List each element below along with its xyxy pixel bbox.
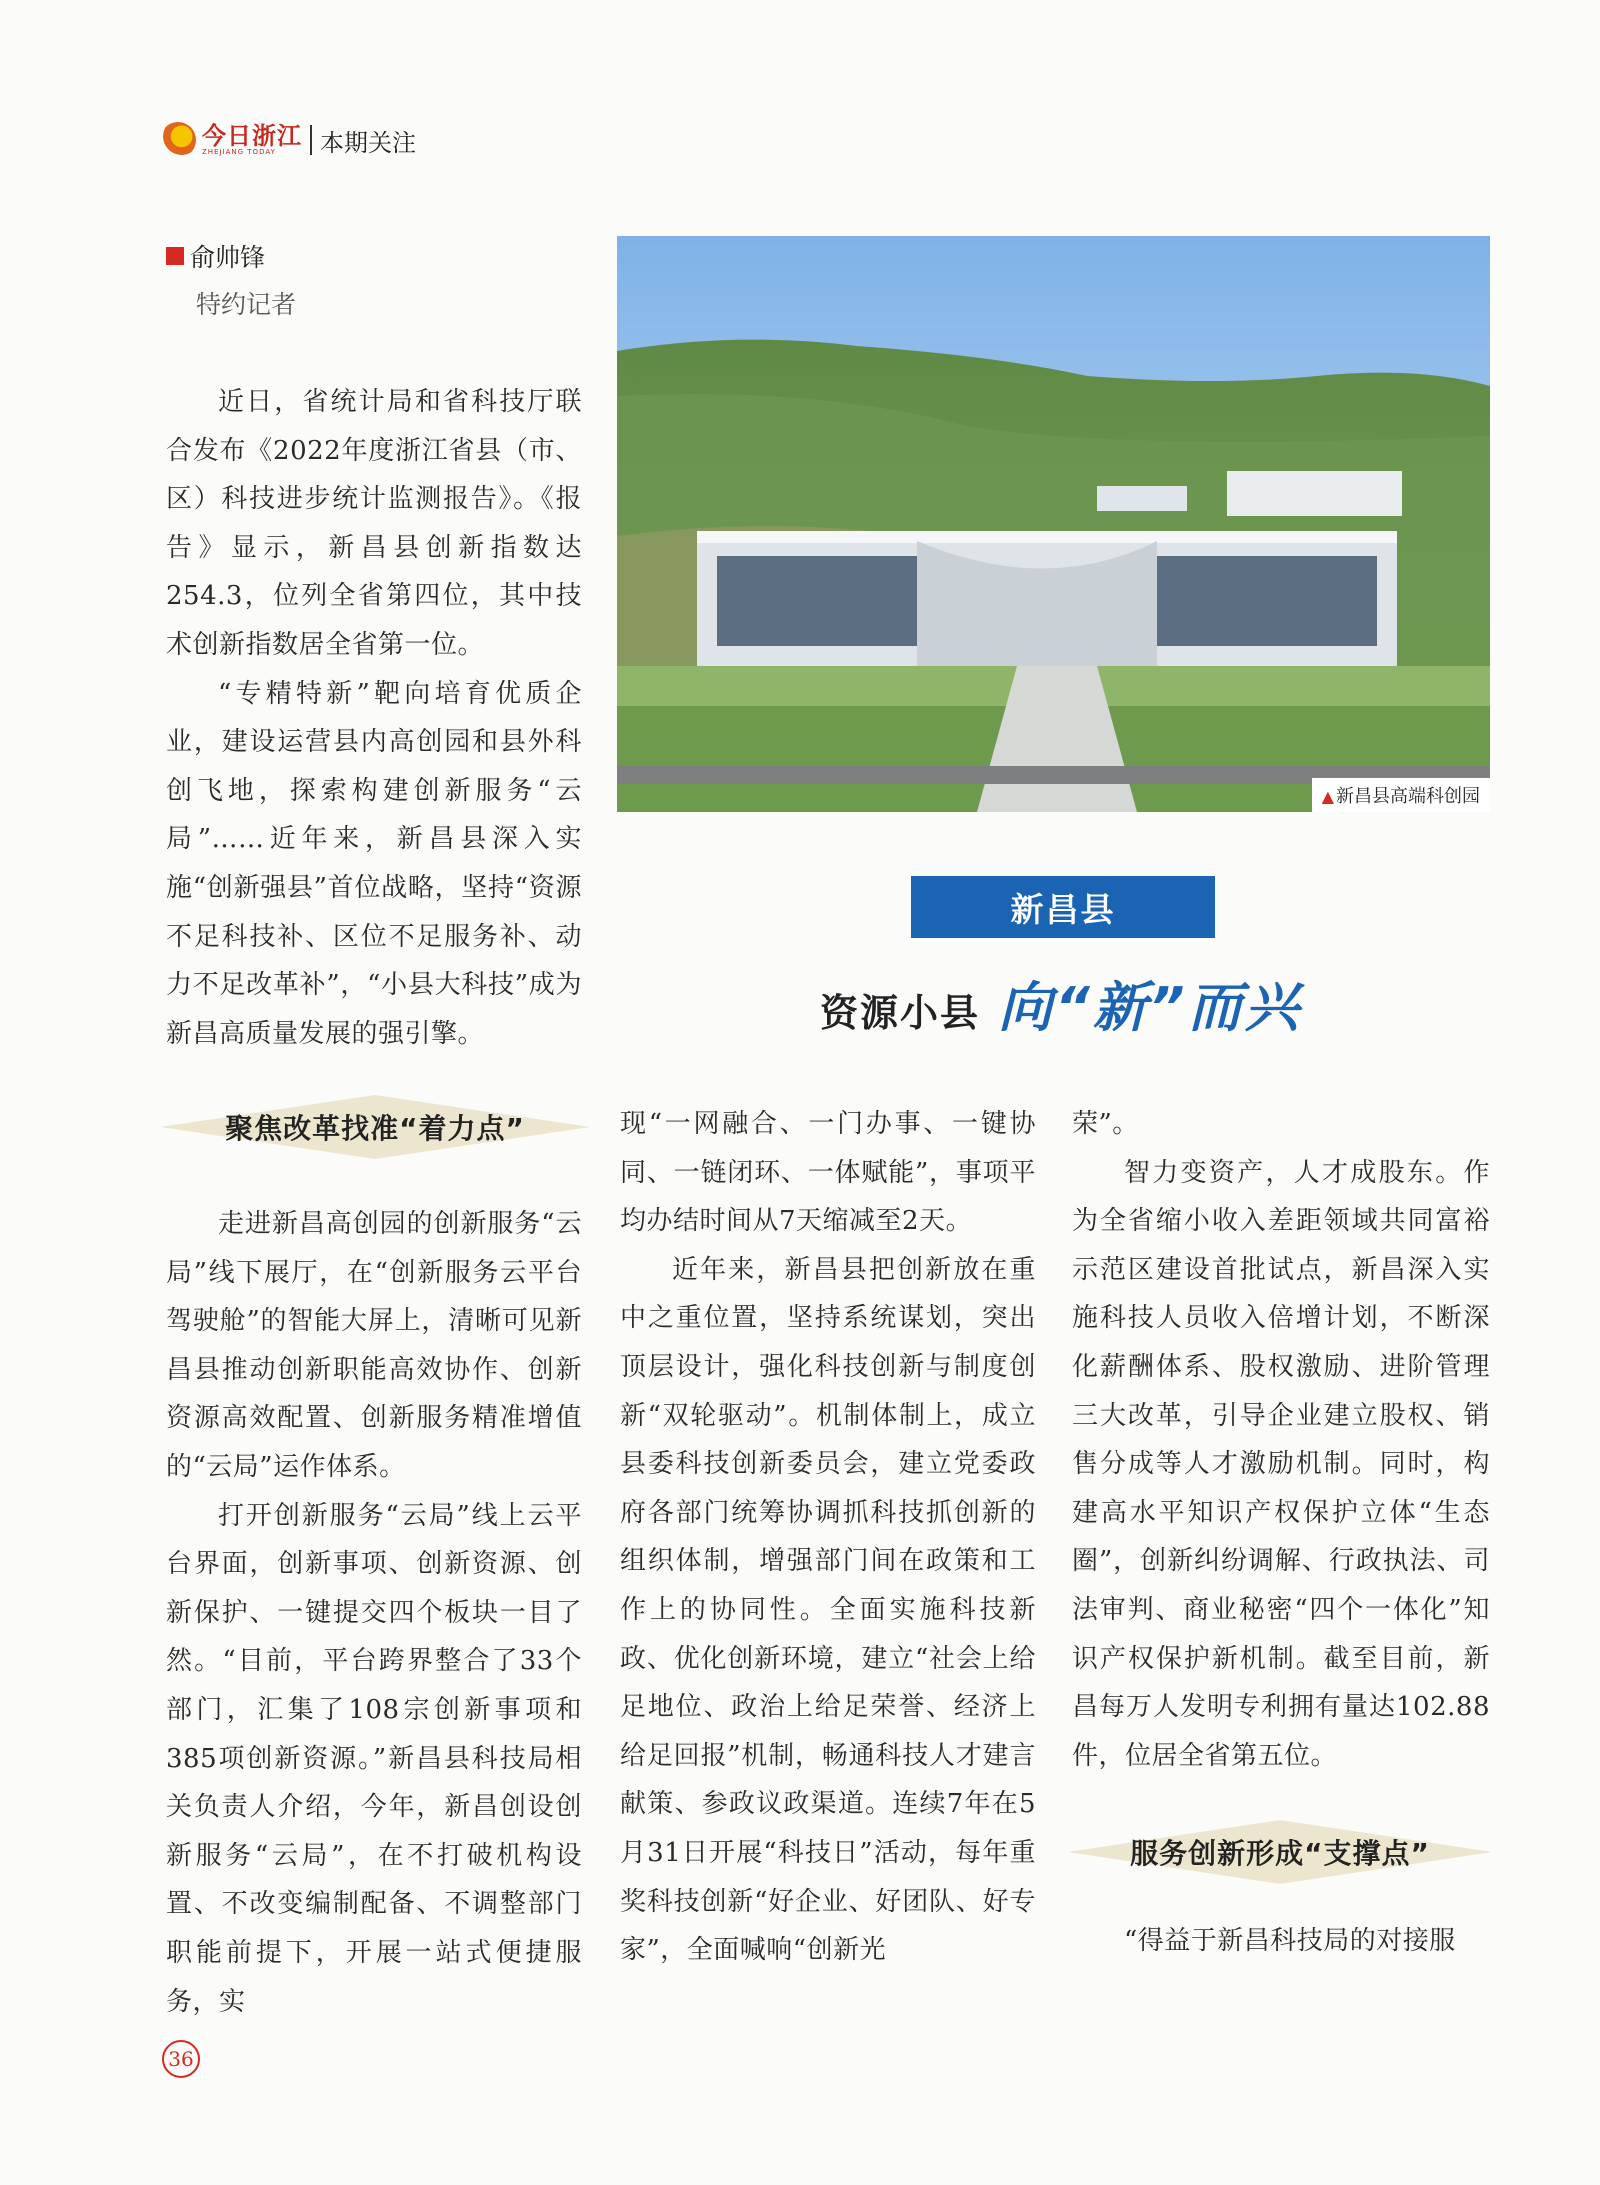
paragraph: 近日，省统计局和省科技厅联合发布《2022年度浙江省县（市、区）科技进步统计监测报告》。《报告》显示，新昌县创新指数达254.3，位列全省第四位，其中技术创新指数居全省第一位。 — [166, 387, 582, 660]
column-a — [166, 1200, 582, 2026]
paragraph: 现“一网融合、一门办事、一键协同、一链闭环、一体赋能”，事项平均办结时间从7天缩减至2天。 — [620, 1109, 1036, 1237]
page-number: 36 — [162, 2040, 200, 2078]
headline-prefix: 资源小县 — [820, 990, 981, 1035]
column-c-continued — [1072, 1917, 1490, 1966]
paragraph: “得益于新昌科技局的对接服 — [1124, 1926, 1456, 1956]
byline — [166, 238, 265, 274]
column-b — [620, 1100, 1036, 1975]
paragraph: “专精特新”靶向培育优质企业，建设运营县内高创园和县外科创飞地，探索构建创新服务“云局”……近年来，新昌县深入实施“创新强县”首位战略，坚持“资源不足科技补、区位不足服务补、动力不足改革补”，“小县大科技”成为新昌高质量发展的强引擎。 — [166, 678, 582, 1049]
column-c — [1072, 1100, 1490, 1780]
red-square-icon — [166, 247, 184, 265]
logo-icon — [160, 122, 196, 158]
paragraph: 近年来，新昌县把创新放在重中之重位置，坚持系统谋划，突出顶层设计，强化科技创新与制度创新“双轮驱动”。机制体制上，成立县委科技创新委员会，建立党委政府各部门统筹协调抓科技抓创新的组织体制，增强部门间在政策和工作上的协同性。全面实施科技新政、优化创新环境，建立“社会上给足地位、政治上给足荣誉、经济上给足回报”机制，畅通科技人才建言献策、参政议政渠道。连续7年在5月31日开展“科技日”活动，每年重奖科技创新“好企业、好团队、好专家”，全面喊响“创新光 — [620, 1254, 1036, 1966]
masthead — [160, 118, 416, 162]
section-heading-text: 聚焦改革找准“着力点” — [225, 1112, 525, 1145]
headline-main: 向“新”而兴 — [998, 976, 1302, 1039]
caption-text: 新昌县高端科创园 — [1336, 786, 1480, 807]
logo-text: 今日浙江 — [202, 121, 302, 150]
author-role: 特约记者 — [196, 290, 297, 319]
paragraph: 荣”。 — [1072, 1109, 1139, 1139]
paragraph: 智力变资产，人才成股东。作为全省缩小收入差距领域共同富裕示范区建设首批试点，新昌深入实施科技人员收入倍增计划，不断深化薪酬体系、股权激励、进阶管理三大改革，引导企业建立股权、销售分成等人才激励机制。同时，构建高水平知识产权保护立体“生态圈”，创新纠纷调解、行政执法、司法审判、商业秘密“四个一体化”知识产权保护新机制。截至目前，新昌每万人发明专利拥有量达102.88件，位居全省第五位。 — [1072, 1157, 1490, 1771]
section-heading-2 — [1068, 1820, 1492, 1884]
logo — [202, 121, 302, 156]
photo-caption — [1312, 778, 1490, 812]
author-name: 俞帅锋 — [190, 243, 266, 272]
park-photo-illustration — [617, 236, 1490, 812]
logo-subtext: ZHEJIANG TODAY — [202, 148, 276, 156]
paragraph: 打开创新服务“云局”线上云平台界面，创新事项、创新资源、创新保护、一键提交四个板块一目了然。“目前，平台跨界整合了33个部门，汇集了108宗创新事项和385项创新资源。”新昌县科技局相关负责人介绍，今年，新昌创设创新服务“云局”，在不打破机构设置、不改变编制配备、不调整部门职能前提下，开展一站式便捷服务，实 — [166, 1500, 582, 2017]
section-name: 本期关注 — [320, 128, 416, 157]
photo-hightech-park — [617, 236, 1490, 812]
paragraph: 走进新昌高创园的创新服务“云局”线下展厅，在“创新服务云平台驾驶舱”的智能大屏上，清晰可见新昌县推动创新职能高效协作、创新资源高效配置、创新服务精准增值的“云局”运作体系。 — [166, 1209, 582, 1482]
section-heading-1 — [160, 1095, 590, 1159]
header-divider — [310, 125, 312, 155]
headline — [820, 965, 1302, 1039]
intro-text — [166, 378, 582, 1058]
county-tag: 新昌县 — [911, 876, 1215, 938]
triangle-icon: ▲ — [1321, 787, 1334, 806]
section-heading-text: 服务创新形成“支撑点” — [1130, 1837, 1430, 1870]
